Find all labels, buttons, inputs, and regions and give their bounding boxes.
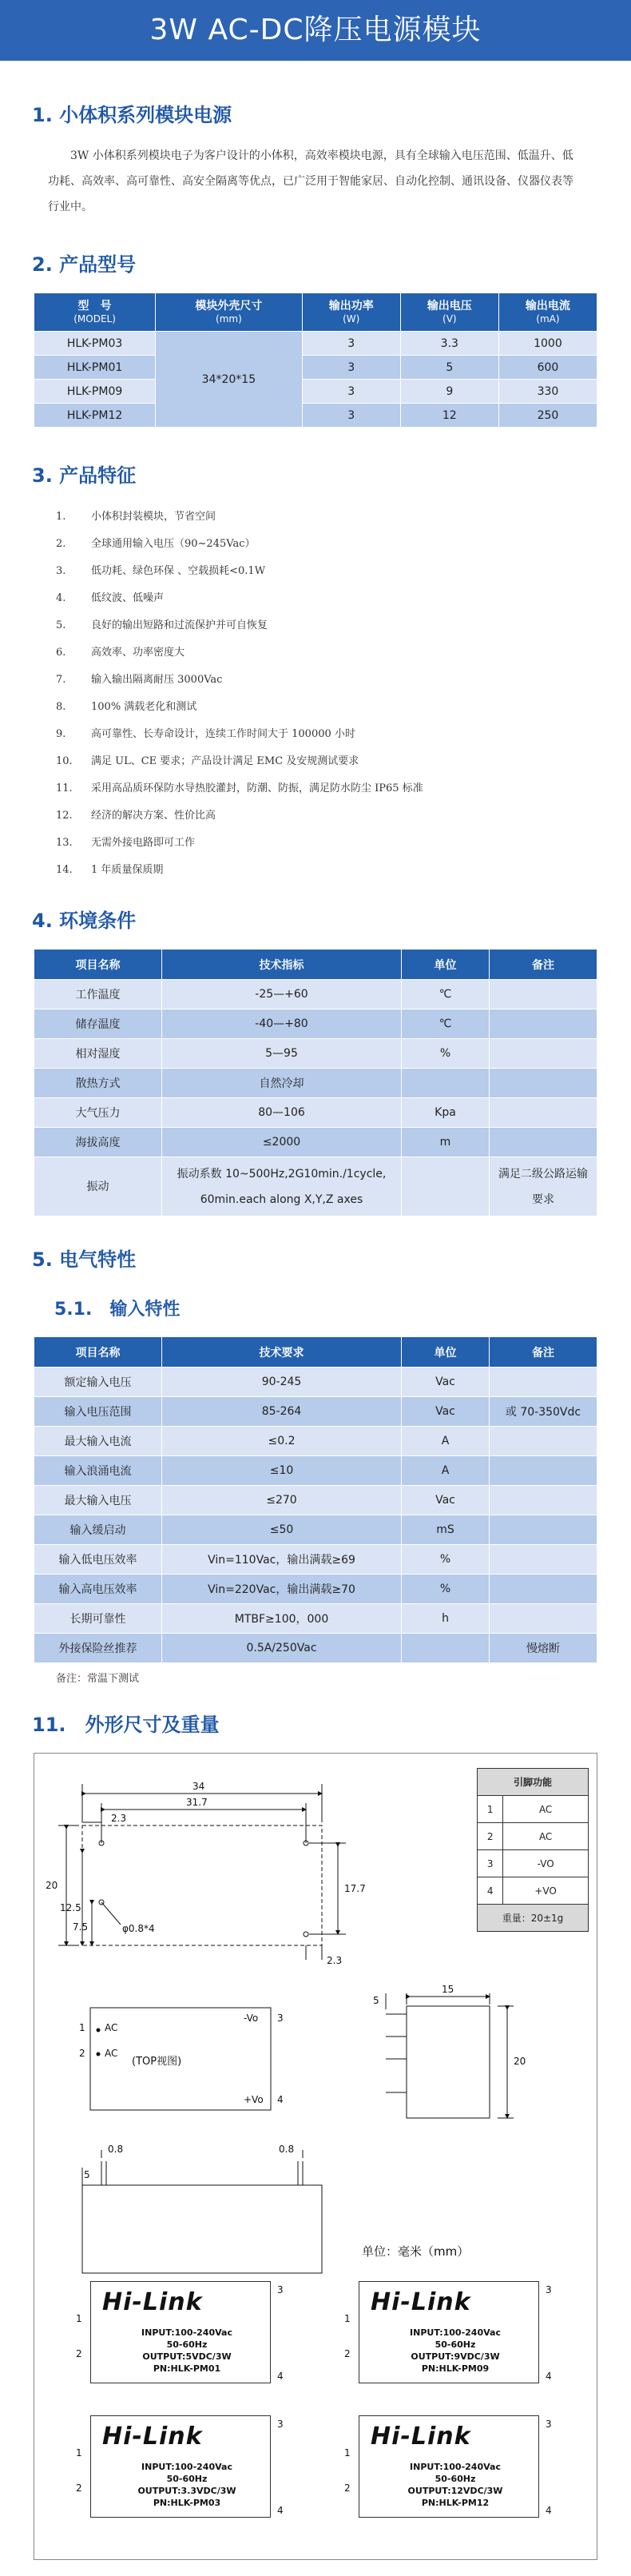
env-table-header: [34, 950, 597, 980]
pin-label-2: 2: [344, 2348, 351, 2359]
feature-number: 5.: [56, 619, 66, 631]
module-input: INPUT:100-240Vac: [141, 2462, 232, 2472]
pin-function: +VO: [503, 1877, 589, 1905]
page-banner: [0, 0, 631, 61]
section-title-5: 5. 电气特性: [32, 1248, 137, 1271]
input-table-header: [34, 1337, 597, 1368]
cell-name: 最大输入电流: [34, 1427, 162, 1456]
cell-current: 600: [498, 356, 597, 380]
cell-name: 额定输入电压: [34, 1368, 162, 1397]
cell-note-line: 满足二级公路运输: [498, 1167, 588, 1181]
cell-power: 3: [302, 404, 400, 428]
cell-unit: h: [402, 1604, 490, 1634]
cell-name: 工作温度: [34, 980, 162, 1009]
cell-name: [34, 1157, 162, 1216]
feature-text: 低纹波、低噪声: [91, 592, 165, 604]
cell-spec: Vin=220Vac，输出满载≥70: [162, 1575, 402, 1604]
cell-note: 或 70-350Vdc: [490, 1397, 597, 1427]
feature-text: 100% 满载老化和测试: [91, 701, 197, 713]
section-title-1: 1. 小体积系列模块电源: [32, 104, 232, 126]
header-spec: 技术指标: [162, 950, 402, 980]
feature-item: [56, 694, 599, 721]
cell-voltage: 3.3: [400, 332, 498, 356]
pin-table-title: 引脚功能: [478, 1769, 589, 1796]
cell-name: 最大输入电压: [34, 1486, 162, 1515]
module-output: OUTPUT:12VDC/3W: [407, 2486, 503, 2496]
module-pn: PN:HLK-PM03: [153, 2498, 221, 2508]
table-row: [34, 332, 597, 356]
cell-spec: [162, 1157, 402, 1216]
cell-name-line: 振动: [86, 1180, 109, 1193]
module-freq: 50-60Hz: [435, 2339, 476, 2350]
pin-label-1: 1: [76, 2313, 82, 2324]
table-row: [34, 1545, 597, 1575]
feature-item: [56, 775, 599, 802]
pin-label-3: 3: [277, 2013, 284, 2024]
cell-spec: ≤50: [162, 1515, 402, 1545]
feature-number: 11.: [56, 782, 73, 794]
cell-note: [490, 1157, 597, 1216]
module-pm12: [359, 2415, 539, 2518]
feature-text: 高效率、功率密度大: [91, 647, 185, 659]
hilink-logo: Hi-Link: [102, 2288, 203, 2316]
cell-power: 3: [302, 380, 400, 404]
table-row: [34, 1128, 597, 1157]
module-output: OUTPUT:9VDC/3W: [411, 2351, 500, 2362]
cell-unit: %: [402, 1545, 490, 1575]
pin-label-1: 1: [344, 2313, 351, 2324]
pin-number: 2: [478, 1823, 503, 1850]
features-list: [56, 504, 599, 884]
pin-function: -VO: [503, 1850, 589, 1877]
pin-label-4: 4: [277, 2094, 284, 2105]
cell-note: [490, 1486, 597, 1515]
module-input: INPUT:100-240Vac: [410, 2327, 501, 2338]
header-unit: 单位: [402, 1337, 490, 1368]
dim-31-7: 31.7: [186, 1797, 208, 1808]
cell-unit: %: [402, 1039, 490, 1069]
table-row: [478, 1905, 589, 1932]
cell-name: 散热方式: [34, 1069, 162, 1098]
pin-label-vo-pos: +Vo: [244, 2094, 264, 2105]
dim-12-5: 12.5: [60, 1902, 81, 1913]
pin-label-ac: AC: [105, 2022, 118, 2033]
module-freq: 50-60Hz: [166, 2474, 208, 2484]
pin-label-2: 2: [76, 2348, 82, 2359]
module-output: OUTPUT:5VDC/3W: [142, 2351, 232, 2362]
module-input: INPUT:100-240Vac: [410, 2462, 501, 2472]
feature-text: 无需外接电路即可工作: [91, 837, 196, 849]
table-row: [34, 1157, 597, 1216]
pin-function: AC: [503, 1796, 589, 1823]
module-pm01: [90, 2281, 271, 2383]
header-power: 输出功率 (W): [302, 293, 400, 332]
cell-spec: -25—+60: [162, 980, 402, 1009]
cell-unit: A: [402, 1456, 490, 1486]
cell-unit: [402, 1157, 490, 1216]
table-row: [34, 1604, 597, 1634]
feature-text: 小体积封装模块，节省空间: [91, 511, 216, 523]
feature-text: 低功耗、绿色环保 、空载损耗<0.1W: [91, 565, 266, 577]
cell-spec-line: 振动系数 10~500Hz,2G10min./1cycle,: [177, 1167, 387, 1181]
table-row: [34, 1486, 597, 1515]
pin-label-4: 4: [277, 2505, 284, 2516]
cell-voltage: 9: [400, 380, 498, 404]
table-row: [34, 1039, 597, 1069]
table-row: [34, 356, 597, 380]
cell-unit: ℃: [402, 1009, 490, 1039]
pin-label-ac: AC: [105, 2048, 118, 2059]
model-table-header: [34, 293, 597, 332]
feature-number: 13.: [56, 837, 73, 849]
table-row: [34, 380, 597, 404]
module-info: [391, 2461, 519, 2509]
feature-item: [56, 857, 599, 884]
module-input: INPUT:100-240Vac: [141, 2327, 232, 2338]
feature-number: 4.: [56, 592, 66, 604]
dim-15: 15: [442, 1984, 454, 1995]
section-title-11: 11. 外形尺寸及重量: [32, 1714, 220, 1736]
unit-label: 单位：毫米（mm）: [362, 2244, 470, 2259]
table-row: [478, 1850, 589, 1877]
cell-size: 34*20*15: [156, 332, 303, 428]
dim-7-5: 7.5: [73, 1921, 89, 1933]
pin-label-3: 3: [277, 2284, 284, 2295]
cell-unit: mS: [402, 1515, 490, 1545]
pin-label-4: 4: [546, 2505, 552, 2516]
dim-0-8-left: 0.8: [108, 2144, 124, 2155]
cell-name: 长期可靠性: [34, 1604, 162, 1634]
model-table: [34, 293, 597, 428]
table-row: [34, 404, 597, 428]
table-row: [478, 1877, 589, 1905]
cell-name: 大气压力: [34, 1098, 162, 1128]
feature-text: 经济的解决方案、性价比高: [91, 810, 216, 822]
page-title: 3W AC-DC降压电源模块: [149, 14, 482, 46]
header-unit: 单位: [402, 950, 490, 980]
feature-number: 1.: [56, 511, 66, 523]
header-note: 备注: [490, 1337, 597, 1368]
cell-unit: %: [402, 1575, 490, 1604]
cell-spec: 0.5A/250Vac: [162, 1634, 402, 1663]
table-row: [34, 1098, 597, 1128]
input-table: [34, 1336, 597, 1663]
module-info: [391, 2327, 519, 2375]
table-row: [34, 1368, 597, 1397]
header-item: 项目名称: [34, 1337, 162, 1368]
cell-note: [490, 1515, 597, 1545]
feature-number: 14.: [56, 864, 73, 876]
module-pm03: [90, 2415, 271, 2518]
cell-voltage: 12: [400, 404, 498, 428]
cell-power: 3: [302, 332, 400, 356]
cell-current: 1000: [498, 332, 597, 356]
table-row: [34, 1427, 597, 1456]
section-title-5-1: 5.1. 输入特性: [54, 1300, 181, 1320]
pin-label-2: 2: [344, 2482, 351, 2494]
cell-spec: 90-245: [162, 1368, 402, 1397]
input-table-note: 备注：常温下测试: [56, 1673, 140, 1685]
cell-spec-line: 60min.each along X,Y,Z axes: [200, 1192, 363, 1206]
table-row: [34, 1009, 597, 1039]
feature-number: 6.: [56, 647, 66, 659]
weight-value: 重量：20±1g: [478, 1905, 589, 1932]
cell-model: HLK-PM03: [34, 332, 156, 356]
cell-spec: 5—95: [162, 1039, 402, 1069]
cell-unit: ℃: [402, 980, 490, 1009]
feature-number: 3.: [56, 565, 66, 577]
table-row: [478, 1823, 589, 1850]
cell-note-line: 要求: [532, 1192, 554, 1206]
dim-hole: φ0.8*4: [122, 1923, 155, 1934]
section-title-2: 2. 产品型号: [32, 253, 137, 276]
top-view-label: (TOP视图): [132, 2056, 182, 2068]
header-model: 型 号 (MODEL): [34, 293, 156, 332]
module-pm09: [359, 2281, 539, 2383]
section-title-4: 4. 环境条件: [32, 910, 137, 932]
cell-model: HLK-PM12: [34, 404, 156, 428]
cell-spec: ≤2000: [162, 1128, 402, 1157]
cell-note: [490, 1009, 597, 1039]
dim-5-side: 5: [373, 1995, 379, 2006]
cell-spec: Vin=110Vac，输出满载≥69: [162, 1545, 402, 1575]
module-info: [123, 2461, 251, 2509]
feature-text: 采用高品质环保防水导热胶灌封，防潮、防振，满足防水防尘 IP65 标准: [91, 782, 423, 794]
cell-name: 输入低电压效率: [34, 1545, 162, 1575]
feature-text: 良好的输出短路和过流保护并可自恢复: [91, 619, 268, 631]
cell-spec: 80—106: [162, 1098, 402, 1128]
dim-2-3-bottom: 2.3: [327, 1955, 343, 1966]
feature-item: [56, 748, 599, 775]
cell-unit: Kpa: [402, 1098, 490, 1128]
cell-name: 外接保险丝推荐: [34, 1634, 162, 1663]
cell-note: [490, 1427, 597, 1456]
pin-label-vo-neg: -Vo: [244, 2013, 259, 2024]
feature-text: 1 年质量保质期: [91, 864, 164, 876]
table-row: [34, 980, 597, 1009]
cell-unit: m: [402, 1128, 490, 1157]
cell-note: [490, 1456, 597, 1486]
cell-voltage: 5: [400, 356, 498, 380]
feature-item: [56, 667, 599, 694]
cell-note: [490, 1098, 597, 1128]
feature-item: [56, 585, 599, 612]
feature-item: [56, 721, 599, 748]
pin-label-2: 2: [76, 2482, 82, 2494]
cell-note: [490, 980, 597, 1009]
dim-34: 34: [192, 1781, 205, 1792]
cell-note: [490, 1069, 597, 1098]
cell-spec: ≤0.2: [162, 1427, 402, 1456]
cell-name: 相对湿度: [34, 1039, 162, 1069]
module-output: OUTPUT:3.3VDC/3W: [137, 2486, 236, 2496]
cell-note: [490, 1545, 597, 1575]
feature-text: 输入输出隔离耐压 3000Vac: [91, 674, 223, 686]
hilink-logo: Hi-Link: [371, 2288, 471, 2316]
pin-function: AC: [503, 1823, 589, 1850]
feature-text: 全球通用输入电压（90~245Vac）: [91, 538, 256, 550]
cell-name: 输入缓启动: [34, 1515, 162, 1545]
cell-spec: ≤270: [162, 1486, 402, 1515]
module-freq: 50-60Hz: [166, 2339, 208, 2350]
cell-name: 输入浪涌电流: [34, 1456, 162, 1486]
cell-model: HLK-PM09: [34, 380, 156, 404]
feature-item: [56, 802, 599, 830]
cell-model: HLK-PM01: [34, 356, 156, 380]
header-note: 备注: [490, 950, 597, 980]
dim-17-7: 17.7: [344, 1883, 366, 1894]
pin-label-3: 3: [546, 2419, 552, 2430]
cell-note: 慢熔断: [490, 1634, 597, 1663]
cell-spec: ≤10: [162, 1456, 402, 1486]
module-pn: PN:HLK-PM09: [421, 2363, 490, 2374]
header-spec: 技术要求: [162, 1337, 402, 1368]
cell-note: [490, 1368, 597, 1397]
cell-name: 输入电压范围: [34, 1397, 162, 1427]
table-row: [34, 1515, 597, 1545]
feature-item: [56, 531, 599, 558]
cell-unit: Vac: [402, 1486, 490, 1515]
feature-item: [56, 504, 599, 531]
table-row: [478, 1796, 589, 1823]
pin-label-1: 1: [344, 2447, 351, 2459]
pin-number: 4: [478, 1877, 503, 1905]
pin-number: 3: [478, 1850, 503, 1877]
feature-number: 10.: [56, 755, 73, 767]
header-voltage: 输出电压 (V): [400, 293, 498, 332]
module-freq: 50-60Hz: [435, 2474, 476, 2484]
feature-number: 2.: [56, 538, 66, 550]
pin-label-3: 3: [277, 2419, 284, 2430]
dimension-diagram: [34, 1753, 597, 2560]
feature-number: 9.: [56, 728, 66, 740]
feature-item: [56, 639, 599, 667]
cell-spec: MTBF≥100，000: [162, 1604, 402, 1634]
cell-unit: Vac: [402, 1397, 490, 1427]
header-item: 项目名称: [34, 950, 162, 980]
pin-number: 1: [478, 1796, 503, 1823]
section-intro: [0, 99, 631, 2576]
module-pn: PN:HLK-PM01: [153, 2363, 221, 2374]
header-current: 输出电流 (mA): [498, 293, 597, 332]
hilink-logo: Hi-Link: [102, 2423, 203, 2451]
section-title-3: 3. 产品特征: [32, 464, 137, 487]
feature-number: 7.: [56, 674, 66, 686]
cell-name: 储存温度: [34, 1009, 162, 1039]
cell-unit: A: [402, 1427, 490, 1456]
pin-label-1: 1: [79, 2022, 85, 2033]
pin-label-1: 1: [76, 2447, 82, 2459]
pin-label-2: 2: [79, 2048, 85, 2059]
cell-spec: -40—+80: [162, 1009, 402, 1039]
hilink-logo: Hi-Link: [371, 2423, 471, 2451]
cell-spec: 自然冷却: [162, 1069, 402, 1098]
table-row: [34, 1575, 597, 1604]
table-row: [34, 1456, 597, 1486]
table-row: [34, 1634, 597, 1663]
feature-item: [56, 830, 599, 857]
pin-label-4: 4: [546, 2371, 552, 2382]
dim-20-left: 20: [46, 1880, 58, 1891]
cell-note: [490, 1128, 597, 1157]
cell-name: 海拔高度: [34, 1128, 162, 1157]
cell-spec: 85-264: [162, 1397, 402, 1427]
dim-20-side: 20: [514, 2056, 526, 2067]
cell-current: 250: [498, 404, 597, 428]
cell-name: 输入高电压效率: [34, 1575, 162, 1604]
feature-item: [56, 612, 599, 639]
cell-note: [490, 1604, 597, 1634]
feature-text: 满足 UL、CE 要求；产品设计满足 EMC 及安规测试要求: [91, 755, 359, 767]
feature-number: 8.: [56, 701, 66, 713]
dim-5-front: 5: [84, 2169, 90, 2180]
module-info: [123, 2327, 251, 2375]
cell-unit: [402, 1069, 490, 1098]
intro-paragraph: 3W 小体积系列模块电子为客户设计的小体积，高效率模块电源，具有全球输入电压范围、低温升、低功耗、高效率、高可靠性、高安全隔离等优点，已广泛用于智能家居、自动化控制、通讯设备、仪器仪表等行业中。: [48, 149, 573, 213]
cell-unit: [402, 1634, 490, 1663]
cell-power: 3: [302, 356, 400, 380]
cell-current: 330: [498, 380, 597, 404]
cell-unit: Vac: [402, 1368, 490, 1397]
env-table: [34, 949, 597, 1216]
table-row: [34, 1069, 597, 1098]
pin-function-table: [477, 1768, 589, 1932]
header-size: 模块外壳尺寸 (mm): [156, 293, 303, 332]
feature-text: 高可靠性、长寿命设计，连续工作时间大于 100000 小时: [91, 728, 355, 740]
cell-note: [490, 1575, 597, 1604]
module-pn: PN:HLK-PM12: [421, 2498, 490, 2508]
dim-0-8-right: 0.8: [279, 2144, 295, 2155]
feature-item: [56, 558, 599, 585]
pin-label-4: 4: [277, 2371, 284, 2382]
dim-2-3-top: 2.3: [111, 1813, 127, 1824]
pin-label-3: 3: [546, 2284, 552, 2295]
feature-number: 12.: [56, 810, 73, 822]
cell-note: [490, 1039, 597, 1069]
table-row: [34, 1397, 597, 1427]
